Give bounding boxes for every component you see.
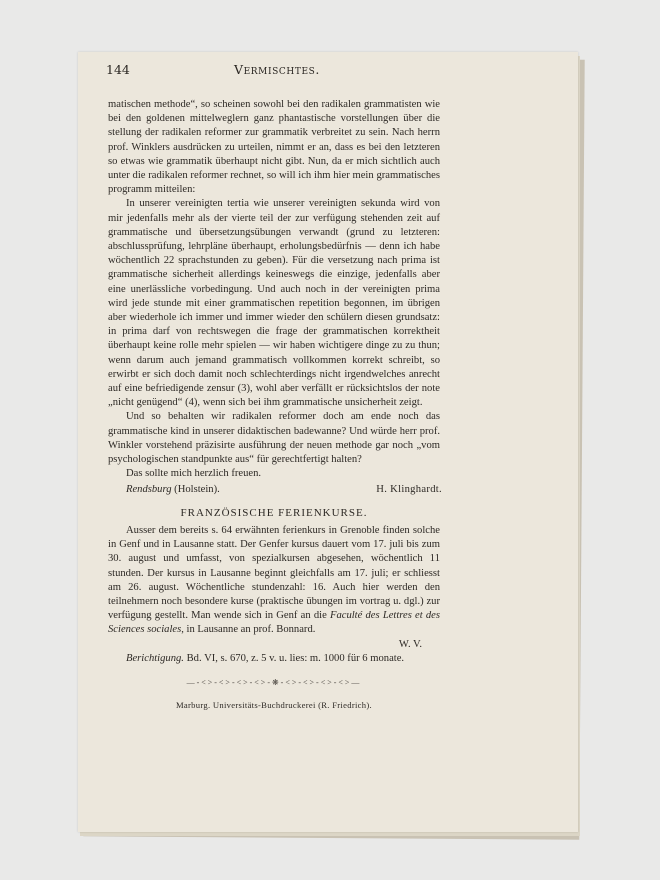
section-title: FRANZÖSISCHE FERIENKURSE. bbox=[180, 506, 368, 519]
paragraph-1: matischen methode“, so scheinen sowohl bei den radikalen grammatisten wie bei den goldenen mittelweglern ganz phantastische vorstellungen über die stellung der radikalen reformer zur grammatik verbreitet zu sein. Nach herrn prof. Winklers ausdrücken zu urteilen, nimmt er an, dass es bei den letzteren so etwas wie grammatik überhaupt nicht gibt. Nun, da er mich sichtlich auch unter die radikalen reformer rechnet, so will ich ihm hier mein grammatisches programm mitteilen: bbox=[108, 99, 440, 196]
ornament-rule: —-<>-<>-<>-<>-❋-<>-<>-<>-<>— bbox=[186, 677, 362, 687]
paragraph-4: Das sollte mich herzlich freuen. bbox=[126, 468, 262, 480]
signature-region: (Holstein). bbox=[171, 484, 220, 496]
body-text bbox=[108, 98, 440, 712]
paragraph-3: Und so behalten wir radikalen reformer doch am ende noch das grammatische kind in unserer didaktischen badewanne? Und würde herr prof. Winkler vorstehend präzisirte ausführung der neuen methode gar noch „vom psychologischen standpunkte aus“ für gerechtfertigt halten? bbox=[108, 411, 440, 466]
section-body-end: , in Lausanne an prof. Bonnard. bbox=[181, 624, 316, 636]
running-title: Vermischtes. bbox=[234, 62, 320, 77]
correction-label: Berichtigung. bbox=[126, 652, 184, 664]
correction-text: Bd. VI, s. 670, z. 5 v. u. lies: m. 1000 für 6 monate. bbox=[183, 652, 405, 664]
correction-note bbox=[108, 652, 440, 666]
section-body bbox=[108, 524, 440, 638]
printer-imprint: Marburg. Universitäts-Buchdruckerei (R. Friedrich). bbox=[175, 700, 373, 711]
page-number: 144 bbox=[106, 62, 130, 77]
signature-place-block bbox=[108, 483, 220, 497]
signature-place: Rendsburg bbox=[126, 484, 172, 496]
signature-line bbox=[108, 483, 440, 497]
section-body-start: Ausser dem bereits s. 64 erwähnten ferienkurs in Grenoble finden solche in Genf und in Lausanne statt. Der Genfer kursus dauert vom 17. juli bis zum 30. august und umfasst, von spezialkursen abgesehen, wöchentlich 11 stunden. Der kursus in Lausanne beginnt gleichfalls am 17. juli; er schliesst am 26. august. Wöchentliche stundenzahl: 16. Auch hier werden den teilnehmern noch besondere kurse (praktische übungen im vortrag u. dgl.) zur verfügung gestellt. Man wende sich in Genf an die bbox=[108, 524, 440, 622]
signature-author: H. Klinghardt. bbox=[376, 484, 442, 496]
section-initials: W. V. bbox=[398, 638, 422, 650]
paragraph-2: In unserer vereinigten tertia wie unserer vereinigten sekunda wird von mir jedenfalls mehr als der vierte teil der zur verfügung stehenden zeit auf grammatische und übersetzungsübungen verwandt (grund zu letzteren: abschlussprüfung, lehrpläne überhaupt, erholungsbedürfnis — denn ich habe wöchentlich 22 sprachstunden zu geben). Für die versetzung nach prima ist grammatische sicherheit allerdings keineswegs die einzige, jedenfalls aber eine unerlässliche vorbedingung. Und auch noch in der vereinigten prima wird jede stunde mit einer grammatischen repetition begonnen, im übrigen aber wiederhole ich immer und immer wieder den schülern diesen grundsatz: in prima darf von rechtswegen die frage der grammatischen korrektheit überhaupt keine rolle mehr spielen — wir haben wichtigere dinge zu zu thun; wenn darum auch jemand grammatisch vollkommen korrekt schreibt, so erwirbt er sich doch damit noch schlechterdings nicht irgendwelches anrecht auf eine befriedigende zensur (3), wohl aber verfällt er rücksichtslos der note „nicht genügend“ (4), wenn sich bei ihm grammatische unsicherheit zeigt. bbox=[108, 198, 440, 409]
section-body-institution: Faculté des Lettres et des Sciences sociales bbox=[108, 610, 440, 636]
